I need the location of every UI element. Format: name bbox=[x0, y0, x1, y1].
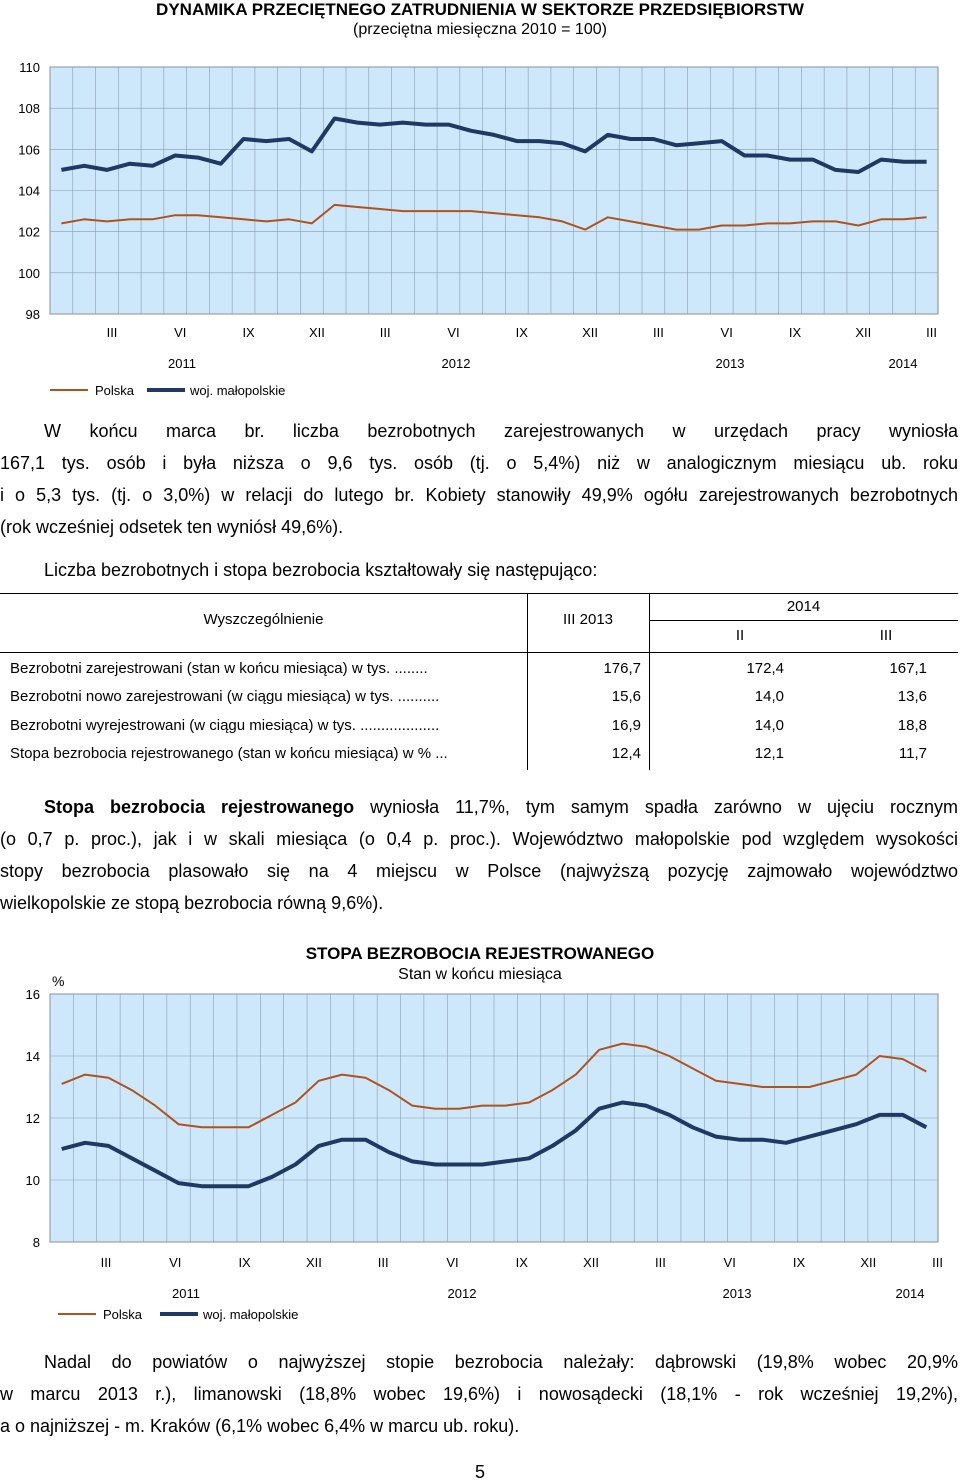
x-tick-label: III bbox=[379, 325, 391, 340]
unit-label: % bbox=[52, 973, 65, 989]
chart2-subtitle: Stan w końcu miesiąca bbox=[398, 966, 562, 983]
x-tick-label: III bbox=[100, 1255, 112, 1270]
table-cell-2014-iii: 167,1 bbox=[889, 660, 927, 677]
chart2-title: STOPA BEZROBOCIA REJESTROWANEGO bbox=[305, 944, 655, 963]
table-cell-2014-iii: 13,6 bbox=[897, 688, 927, 705]
header-ii: II bbox=[735, 627, 745, 644]
x-tick-label: IX bbox=[792, 1255, 806, 1270]
y-tick-label: 106 bbox=[18, 142, 40, 158]
x-tick-label: VI bbox=[720, 325, 733, 340]
y-tick-label: 104 bbox=[18, 183, 40, 199]
table-intro: Liczba bezrobotnych i stopa bezrobocia kształtowały się następująco: bbox=[44, 560, 598, 580]
legend-label-malopolskie: woj. małopolskie bbox=[203, 1307, 299, 1322]
legend-label-malopolskie: woj. małopolskie bbox=[190, 383, 286, 398]
table-row-label: Stopa bezrobocia rejestrowanego (stan w końcu miesiąca) w % ... bbox=[10, 745, 448, 762]
year-label: 2012 bbox=[441, 356, 471, 371]
year-label: 2012 bbox=[447, 1286, 477, 1301]
chart1 bbox=[0, 40, 960, 410]
x-tick-label: VI bbox=[174, 325, 187, 340]
para3-line: Nadal do powiatów o najwyższej stopie bezrobocia należały: dąbrowski (19,8% wobec 20,9% bbox=[44, 1352, 958, 1372]
table-cell-2014-iii: 18,8 bbox=[897, 717, 927, 734]
table-cell-2014-iii: 11,7 bbox=[898, 745, 927, 762]
header-label: Wyszczególnienie bbox=[203, 611, 324, 628]
y-tick-label: 98 bbox=[25, 307, 40, 322]
table-cell-2013-iii: 12,4 bbox=[611, 745, 641, 762]
para1-line: (rok wcześniej odsetek ten wyniósł 49,6%). bbox=[0, 517, 344, 537]
x-tick-label: III bbox=[652, 325, 664, 340]
para3-line: w marcu 2013 r.), limanowski (18,8% wobec 19,6%) i nowosądecki (18,1% - rok wcześniej 19,2%), bbox=[0, 1384, 958, 1404]
para3-line: a o najniższej - m. Kraków (6,1% wobec 6,4% w marcu ub. roku). bbox=[0, 1416, 520, 1436]
para2-bold-lead: Stopa bezrobocia rejestrowanego bbox=[44, 797, 355, 817]
table-top-border bbox=[0, 593, 958, 594]
x-tick-label: VI bbox=[446, 1255, 459, 1270]
y-tick-label: 100 bbox=[18, 265, 40, 281]
table-cell-2014-ii: 14,0 bbox=[754, 717, 784, 734]
header-2014: 2014 bbox=[786, 598, 821, 615]
x-tick-label: IX bbox=[515, 1255, 528, 1270]
table-row-label: Bezrobotni zarejestrowani (stan w końcu miesiąca) w tys. ........ bbox=[10, 660, 428, 677]
chart2 bbox=[0, 960, 960, 1330]
chart1-subtitle: (przeciętna miesięczna 2010 = 100) bbox=[353, 21, 607, 38]
y-tick-label: 110 bbox=[19, 60, 40, 75]
year-label: 2011 bbox=[168, 356, 196, 371]
table-cell-2014-ii: 172,4 bbox=[746, 660, 784, 677]
legend-label-polska: Polska bbox=[95, 383, 135, 398]
x-tick-label: XII bbox=[855, 325, 872, 340]
year-label: 2013 bbox=[722, 1286, 752, 1301]
paragraph-districts bbox=[0, 1346, 958, 1442]
x-tick-label: III bbox=[106, 325, 118, 340]
x-tick-label: IX bbox=[515, 325, 528, 340]
table-cell-2013-iii: 16,9 bbox=[611, 717, 641, 734]
x-tick-label: XII bbox=[583, 1255, 600, 1270]
table-row-label: Bezrobotni nowo zarejestrowani (w ciągu miesiąca) w tys. .......... bbox=[10, 688, 440, 705]
chart1-title: DYNAMIKA PRZECIĘTNEGO ZATRUDNIENIA W SEKTORZE PRZEDSIĘBIORSTW bbox=[156, 0, 804, 19]
table-row-label: Bezrobotni wyrejestrowani (w ciągu miesiąca) w tys. ................... bbox=[10, 717, 440, 734]
x-tick-label: III bbox=[654, 1255, 666, 1270]
year-label: 2014 bbox=[888, 356, 918, 371]
x-tick-label: IX bbox=[788, 325, 802, 340]
x-tick-label: XII bbox=[860, 1255, 877, 1270]
year-label: 2011 bbox=[172, 1286, 200, 1301]
y-tick-label: 16 bbox=[25, 987, 40, 1002]
table-cell-2014-ii: 12,1 bbox=[754, 745, 784, 762]
para2-line bbox=[0, 791, 958, 823]
para1-line: 167,1 tys. osób i była niższa o 9,6 tys. osób (tj. o 5,4%) niż w analogicznym miesiącu ub. roku bbox=[0, 453, 958, 473]
table-cell-2013-iii: 15,6 bbox=[611, 688, 641, 705]
para2-line: stopy bezrobocia plasowało się na 4 miejscu w Polsce (najwyższą pozycję zajmowało województwo bbox=[0, 861, 958, 881]
year-label: 2014 bbox=[895, 1286, 925, 1301]
para1-line: i o 5,3 tys. (tj. o 3,0%) w relacji do lutego br. Kobiety stanowiły 49,9% ogółu zarejestrowanych bezrobotnych bbox=[0, 485, 958, 505]
y-tick-label: 14 bbox=[25, 1049, 40, 1064]
x-tick-label: VI bbox=[723, 1255, 736, 1270]
y-tick-label: 8 bbox=[32, 1235, 40, 1250]
page-number: 5 bbox=[474, 1462, 485, 1482]
table-cell-2014-ii: 14,0 bbox=[754, 688, 784, 705]
paragraph-unemployment-count bbox=[0, 415, 958, 543]
para2-line: wielkopolskie ze stopą bezrobocia równą 9,6%). bbox=[0, 893, 384, 913]
y-tick-label: 102 bbox=[18, 224, 40, 240]
y-tick-label: 108 bbox=[18, 101, 40, 117]
x-tick-label: XII bbox=[582, 325, 599, 340]
year-label: 2013 bbox=[715, 356, 745, 371]
header-iii: III bbox=[879, 627, 893, 644]
table-header-border bbox=[0, 652, 958, 653]
para1-line: W końcu marca br. liczba bezrobotnych zarejestrowanych w urzędach pracy wyniosła bbox=[44, 421, 958, 441]
x-tick-label: IX bbox=[238, 1255, 251, 1270]
table-group-line bbox=[649, 620, 958, 621]
table-cell-2013-iii: 176,7 bbox=[603, 660, 641, 677]
paragraph-unemployment-rate bbox=[0, 791, 958, 919]
x-tick-label: III bbox=[932, 1255, 944, 1270]
para2-line1-rest: wyniosła 11,7%, tym samym spadła zarówno w ujęciu rocznym bbox=[354, 797, 958, 817]
x-tick-label: IX bbox=[242, 325, 255, 340]
y-tick-label: 12 bbox=[25, 1111, 40, 1126]
x-tick-label: VI bbox=[169, 1255, 182, 1270]
legend-label-polska: Polska bbox=[103, 1307, 143, 1322]
para2-line: (o 0,7 p. proc.), jak i w skali miesiąca (o 0,4 p. proc.). Województwo małopolskie pod względem wysokości bbox=[0, 829, 958, 849]
x-tick-label: XII bbox=[305, 1255, 322, 1270]
x-tick-label: III bbox=[926, 325, 938, 340]
x-tick-label: III bbox=[377, 1255, 389, 1270]
header-2013: III 2013 bbox=[562, 611, 614, 628]
y-tick-label: 10 bbox=[25, 1173, 40, 1188]
x-tick-label: XII bbox=[308, 325, 325, 340]
x-tick-label: VI bbox=[447, 325, 460, 340]
